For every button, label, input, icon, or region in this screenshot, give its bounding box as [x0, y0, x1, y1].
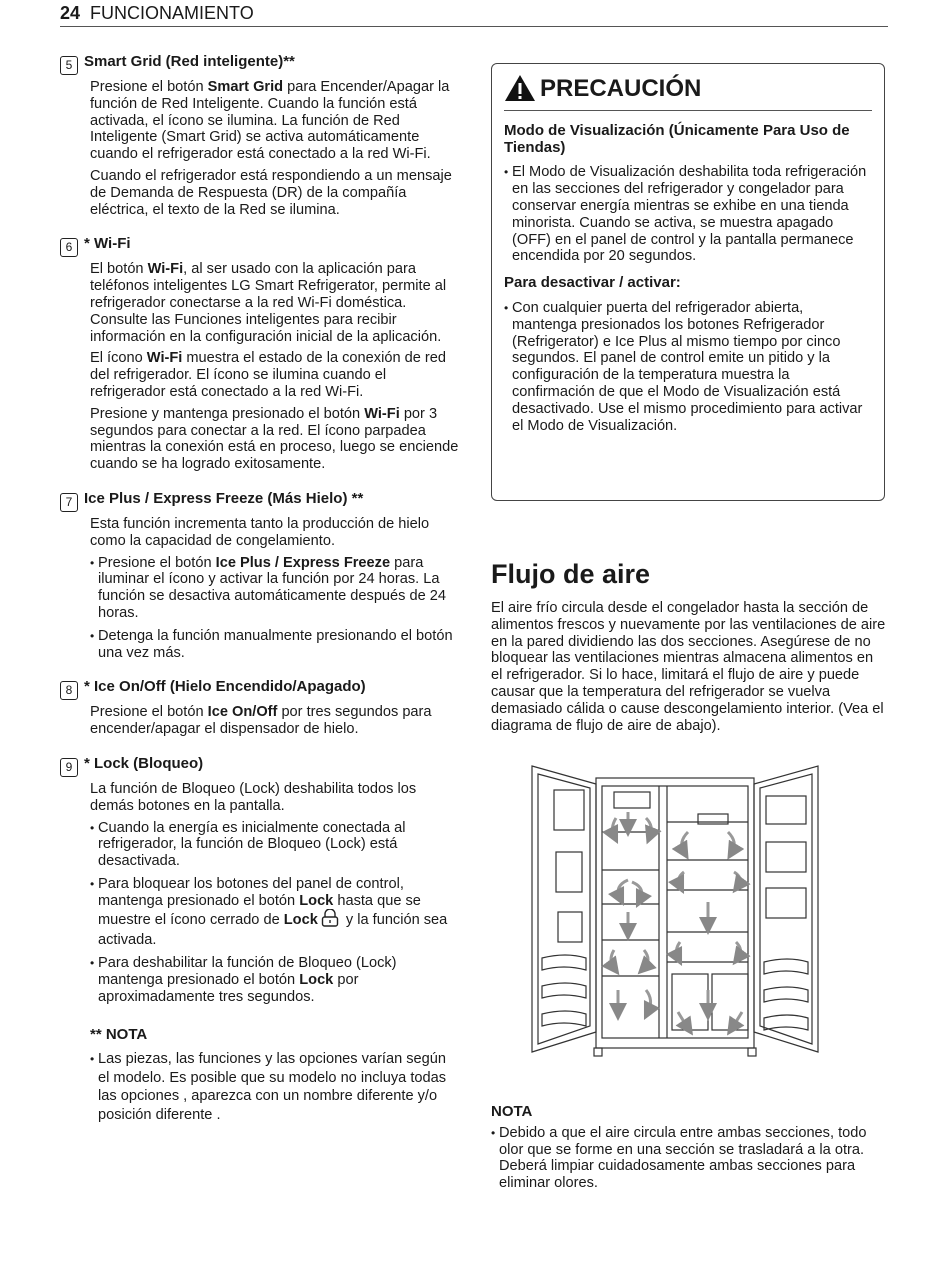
airflow-fridge-diagram	[528, 762, 858, 1067]
airflow-heading: Flujo de aire	[491, 559, 651, 589]
section-ice-onoff	[60, 679, 460, 738]
bullet-item: • Para deshabilitar la función de Bloqueo (Lock) mantenga presionado el botón Lock por aproximadamente tres segundos.	[90, 955, 397, 1005]
paragraph: Presione y mantenga presionado el botón Wi-Fi por 3 segundos para conectar a la red. El ícono parpadea mientras la conexión está en proceso, luego se enciende cuando se ha logrado exitosamente.	[90, 405, 459, 473]
bullet-item: • Cuando la energía es inicialmente conectada al refrigerador, la función de Bloqueo (Lock) está desactivada.	[90, 819, 406, 870]
bullet-item: • El Modo de Visualización deshabilita toda refrigeración en las secciones del refrigerador y congelador para conservar energía mientras se exhibe en una tienda minorista. Cuando se activa, se muestra apagado (OFF) en el panel de control y la pantalla permanece encendida por 20 segundos.	[504, 164, 867, 265]
warning-triangle-icon	[504, 74, 540, 104]
item-number: 7	[60, 493, 78, 512]
paragraph: Cuando el refrigerador está respondiendo a un mensaje de Demanda de Respuesta (DR) de la compañía eléctrica, el texto de la Red se ilumina.	[90, 167, 452, 218]
paragraph: El botón Wi-Fi, al ser usado con la aplicación para teléfonos inteligentes LG Smart Refrigerator, permite al refrigerador conectarse a la red Wi-Fi doméstica. Consulte las Funciones inteligentes para recibir información en la configuración inicial de la aplicación.	[90, 261, 447, 345]
caution-subheading: Para desactivar / activar:	[504, 274, 681, 292]
paragraph: Presione el botón Smart Grid para Encender/Apagar la función de Red Inteligente. Cuando la función está activada, el ícono se ilumina. La función de Red Inteligente (Smart Grid) se activa automáticamente cuando el refrigerador está conectado a la red Wi-Fi.	[90, 79, 450, 163]
section-heading: * Lock (Bloqueo)	[84, 754, 204, 772]
section-wifi	[60, 236, 460, 473]
caution-title: PRECAUCIÓN	[540, 74, 702, 102]
caution-box	[491, 63, 885, 501]
section-ice-plus	[60, 491, 460, 661]
section-heading: Ice Plus / Express Freeze (Más Hielo) **	[84, 489, 364, 507]
section-title: FUNCIONAMIENTO	[90, 3, 254, 23]
item-number: 5	[60, 56, 78, 75]
section-smart-grid	[60, 54, 460, 218]
note-heading: ** NOTA	[90, 1026, 148, 1044]
bullet-item: • Presione el botón Ice Plus / Express Freeze para iluminar el ícono y activar la función por 24 horas. La función se desactiva automáticamente después de 24 horas.	[90, 554, 447, 621]
note-heading: NOTA	[491, 1103, 533, 1120]
paragraph: Esta función incrementa tanto la producción de hielo como la capacidad de congelamiento.	[90, 515, 430, 549]
section-lock	[60, 756, 460, 1006]
note-left	[90, 1027, 460, 1124]
section-heading: * Ice On/Off (Hielo Encendido/Apagado)	[84, 678, 366, 696]
left-column	[60, 54, 460, 1130]
bullet-item: • Detenga la función manualmente presionando el botón una vez más.	[90, 627, 453, 661]
paragraph: El aire frío circula desde el congelador hasta la sección de alimentos frescos y nuevamente por las ventilaciones de aire en la pared dividiendo las dos secciones. Asegúrese de no bloquear las ventilaciones mientras almacena alimentos en el refrigerador. Si lo hace, limitará el flujo de aire y puede causar que la temperatura del refrigerador se vuelva demasiado cálida o cause descongelamiento interior. (Vea el diagrama de flujo de aire de abajo).	[491, 600, 886, 734]
paragraph: Presione el botón Ice On/Off por tres segundos para encender/apagar el dispensador de hielo.	[90, 704, 432, 738]
page-number: 24	[60, 3, 81, 23]
item-number: 6	[60, 238, 78, 257]
caution-subheading: Modo de Visualización (Únicamente Para Uso de Tiendas)	[504, 121, 850, 156]
item-number: 9	[60, 758, 78, 777]
bullet-item: • Para bloquear los botones del panel de control, mantenga presionado el botón Lock hasta que se muestre el ícono cerrado de Lock y la función sea activada.	[90, 875, 448, 949]
bullet-item: • Las piezas, las funciones y las opciones varían según el modelo. Es posible que su modelo no incluya todas las opciones , aparezca con un nombre diferente y/o posición diferente .	[90, 1051, 447, 1123]
item-number: 8	[60, 681, 78, 700]
bullet-item: • Con cualquier puerta del refrigerador abierta, mantenga presionados los botones Refrigerador (Refrigerator) e Ice Plus al mismo tiempo por cinco segundos. El panel de control emite un pitido y la configuración de la temperatura muestra la confirmación de que el Modo de Visualización está desactivado. Use el mismo procedimiento para activar el Modo de Visualización.	[504, 299, 863, 434]
page-header	[60, 2, 888, 27]
paragraph: La función de Bloqueo (Lock) deshabilita todos los demás botones en la pantalla.	[90, 780, 417, 814]
section-heading: Smart Grid (Red inteligente)**	[84, 53, 295, 70]
airflow-section	[491, 558, 887, 734]
lock-icon	[320, 909, 340, 932]
paragraph: El ícono Wi-Fi muestra el estado de la conexión de red del refrigerador. El ícono se ilumina cuando el refrigerador está conectado a la red Wi-Fi.	[90, 350, 446, 400]
note-right	[491, 1104, 887, 1198]
bullet-item: • Debido a que el aire circula entre ambas secciones, todo olor que se forme en una sección se trasladará a la otra. Deberá limpiar cuidadosamente ambas secciones para eliminar olores.	[491, 1124, 867, 1192]
section-heading: * Wi-Fi	[84, 235, 131, 253]
